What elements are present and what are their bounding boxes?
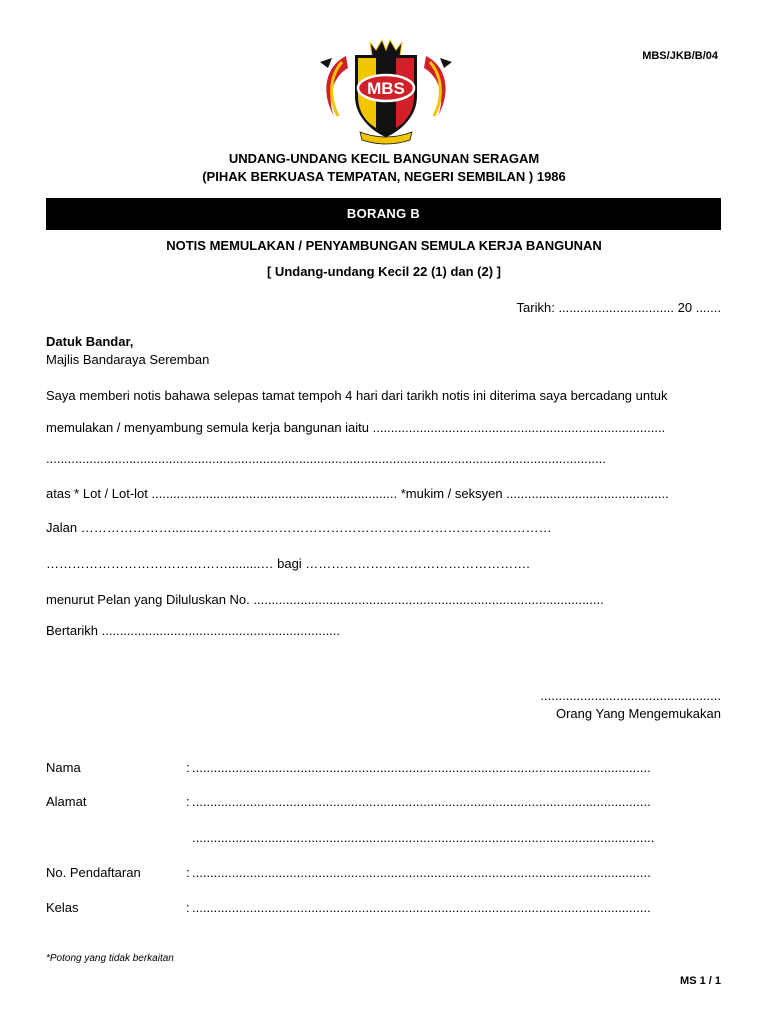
kelas-label: Kelas [46,900,79,915]
pendaftaran-label: No. Pendaftaran [46,865,141,880]
pendaftaran-row [0,865,768,885]
addressee-title: Datuk Bandar, [46,334,134,349]
date-line: Tarikh: ................................ 20 ....... [516,300,721,315]
alamat-field-2[interactable]: ................................................................................................................................ [192,830,655,845]
alamat-label: Alamat [46,794,87,809]
logo-text: MBS [367,79,405,98]
form-subtitle: NOTIS MEMULAKAN / PENYAMBUNGAN SEMULA KERJA BANGUNAN [166,238,602,253]
page-number: MS 1 / 1 [680,975,721,987]
act-title-line1: UNDANG-UNDANG KECIL BANGUNAN SERAGAM [228,151,540,166]
notice-line-2: memulakan / menyambung semula kerja bangunan iaitu ................................................................................. [46,420,666,435]
kelas-field[interactable]: ............................................................................................................................... [192,900,651,915]
bylaw-reference: [ Undang-undang Kecil 22 (1) dan (2) ] [266,264,501,279]
alamat-field-1[interactable]: ............................................................................................................................... [192,794,651,809]
alamat-colon: : [186,794,190,809]
alamat-row-2 [0,830,768,850]
reference-code: MBS/JKB/B/04 [642,50,718,62]
alamat-row [0,794,768,814]
addressee-org: Majlis Bandaraya Seremban [46,352,210,367]
signature-label: Orang Yang Mengemukakan [555,706,721,721]
bertarikh-line: Bertarikh .................................................................. [46,623,341,638]
kelas-colon: : [186,900,190,915]
lot-mukim-line: atas * Lot / Lot-lot .................................................................... *mukim / seksyen ............................................. [46,486,669,501]
pendaftaran-colon: : [186,865,190,880]
act-title-line2: (PIHAK BERKUASA TEMPATAN, NEGERI SEMBILAN ) 1986 [202,169,566,184]
mbs-crest-logo-icon [316,36,456,146]
notice-line-1: Saya memberi notis bahawa selepas tamat tempoh 4 hari dari tarikh notis ini diterima saya bercadang untuk [46,388,668,403]
kelas-row [0,900,768,920]
bagi-line: …………………………………….........… bagi ……………………………………………. [46,556,530,571]
pendaftaran-field[interactable]: ............................................................................................................................... [192,865,651,880]
approved-plan-line: menurut Pelan yang Diluluskan No. ................................................................................................. [46,592,604,607]
nama-field[interactable]: ............................................................................................................................... [192,760,651,775]
form-title-bar: BORANG B [46,198,721,230]
notice-line-3: ........................................................................................................................................................... [46,451,606,466]
signature-dots: .................................................. [540,688,721,703]
footnote: *Potong yang tidak berkaitan [46,953,174,964]
nama-label: Nama [46,760,81,775]
nama-colon: : [186,760,190,775]
nama-row [0,760,768,780]
jalan-line: Jalan …………………........……………………………………………………………………… [46,520,552,535]
